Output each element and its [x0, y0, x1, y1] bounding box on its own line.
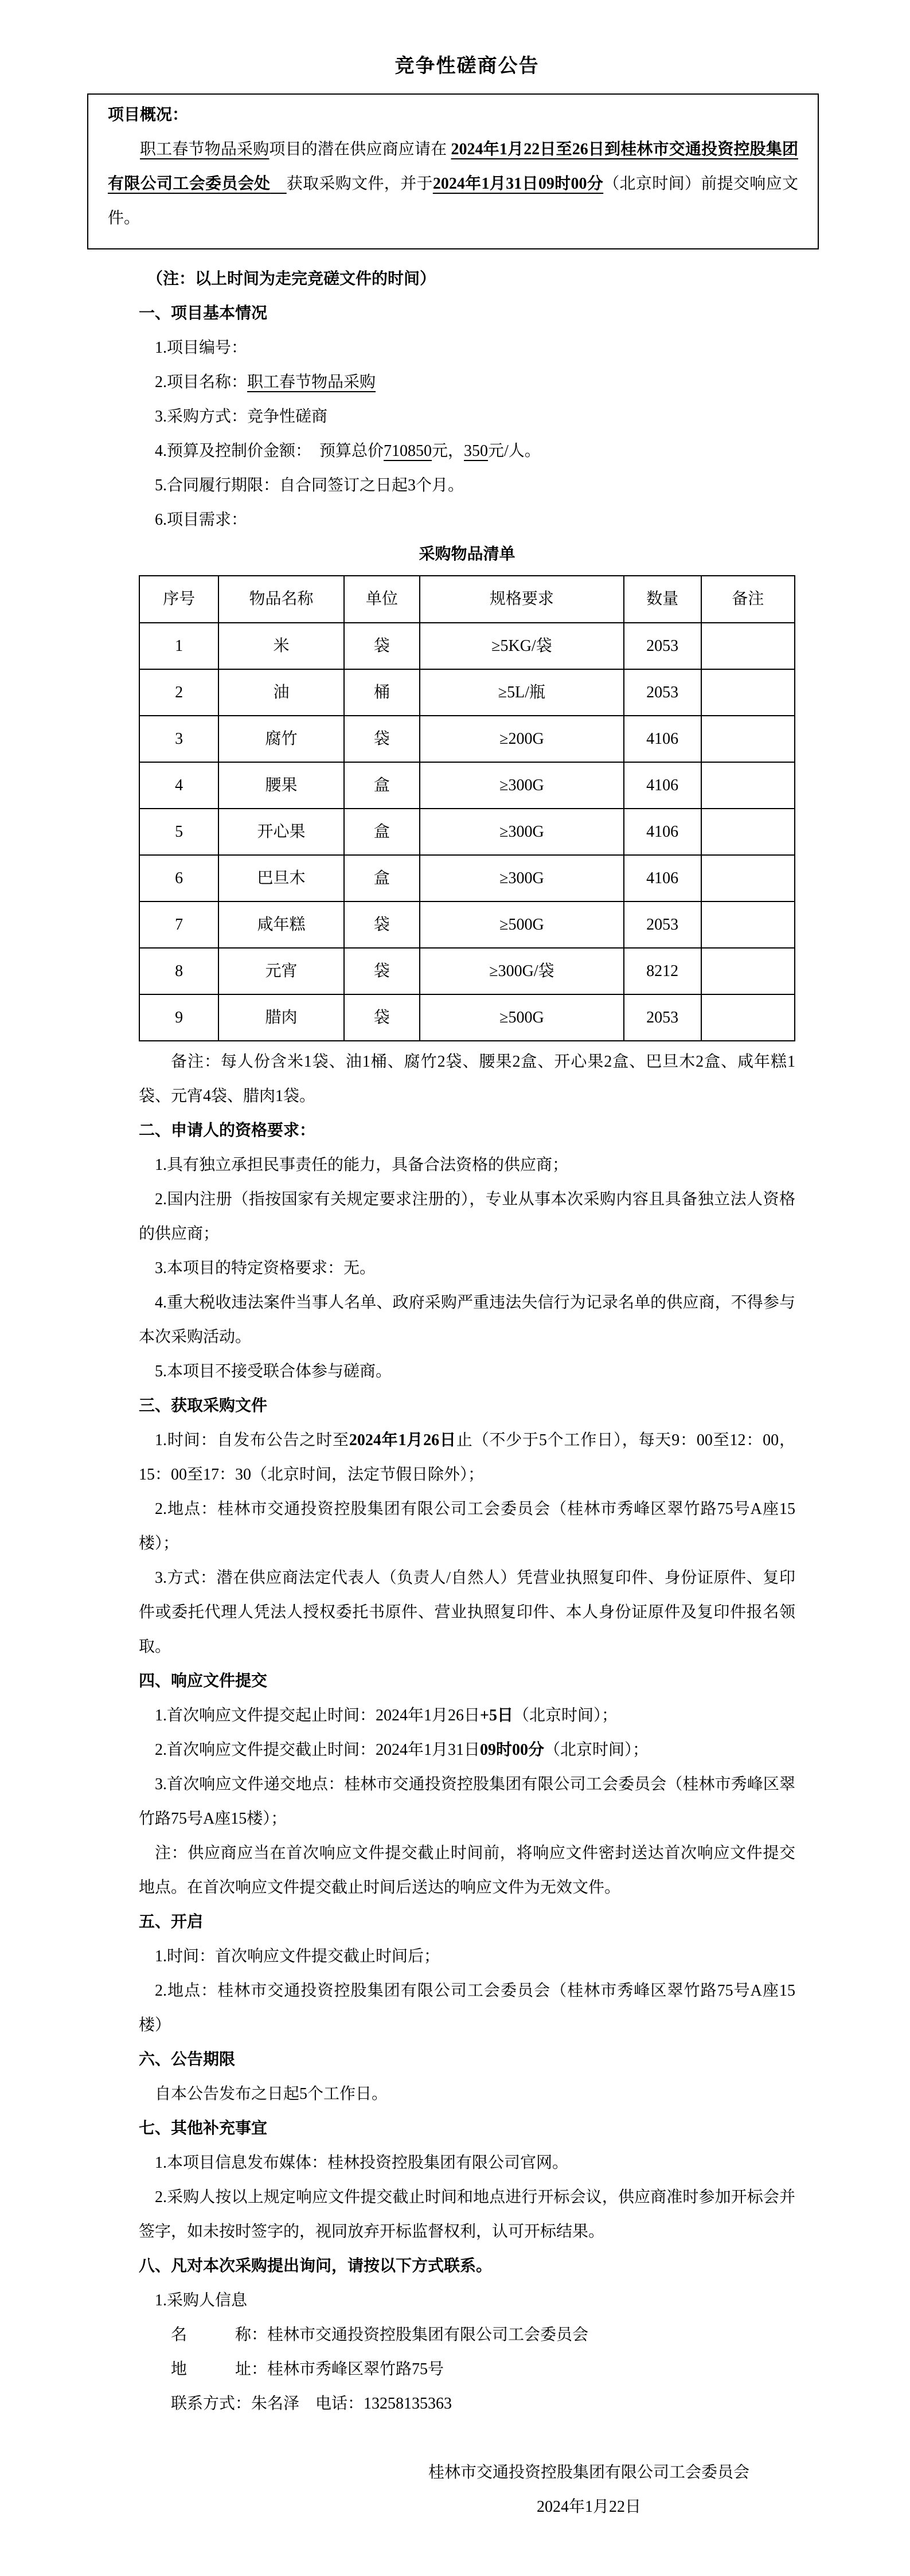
- table-title: 采购物品清单: [419, 545, 515, 563]
- cell-remark: [701, 623, 795, 669]
- cell-remark: [701, 669, 795, 716]
- item-project-number: 1.项目编号：: [155, 339, 248, 357]
- qualification-item: 3.本项目的特定资格要求：无。: [155, 1259, 376, 1277]
- table-row: [139, 901, 795, 948]
- cell-unit: 袋: [344, 623, 420, 669]
- section-7-heading: 七、其他补充事宜: [139, 2120, 268, 2137]
- cell-quantity: 4106: [624, 855, 701, 901]
- cell-seq: 7: [139, 901, 218, 948]
- opening-time: 1.时间：首次响应文件提交截止时间后；: [155, 1947, 440, 1965]
- cell-spec: ≥300G: [420, 809, 623, 855]
- cell-spec: ≥300G: [420, 762, 623, 809]
- cell-quantity: 2053: [624, 623, 701, 669]
- signature-block: [423, 2456, 755, 2524]
- obtain-docs-method: 3.方式：潜在供应商法定代表人（负责人/自然人）凭营业执照复印件、身份证原件、复印件或委托代理人凭法人授权委托书原件、营业执照复印件、本人身份证原件及复印件报名领取。: [139, 1569, 795, 1656]
- cell-item-name: 油: [218, 669, 343, 716]
- response-deadline-time: 09时00分: [480, 1741, 545, 1759]
- response-note: 注：供应商应当在首次响应文件提交截止时间前，将响应文件密封送达首次响应文件提交地点。在首次响应文件提交截止时间后送达的响应文件为无效文件。: [139, 1844, 795, 1896]
- response-start-text-1: 1.首次响应文件提交起止时间：2024年1月26日: [155, 1707, 481, 1724]
- cell-item-name: 腐竹: [218, 716, 343, 762]
- cell-quantity: 4106: [624, 762, 701, 809]
- cell-unit: 袋: [344, 901, 420, 948]
- cell-unit: 盒: [344, 855, 420, 901]
- cell-spec: ≥300G/袋: [420, 948, 623, 994]
- response-start-extra: +5日: [480, 1707, 513, 1724]
- table-row: [139, 855, 795, 901]
- col-header-seq: 序号: [139, 576, 218, 623]
- signature-org: 桂林市交通投资控股集团有限公司工会委员会: [428, 2464, 749, 2481]
- section-6-heading: 六、公告期限: [139, 2051, 236, 2068]
- item-contract-period: 5.合同履行期限：自合同签订之日起3个月。: [155, 477, 464, 494]
- purchaser-address-line: 地 址：桂林市秀峰区翠竹路75号: [171, 2360, 444, 2378]
- cell-seq: 4: [139, 762, 218, 809]
- response-start-text-2: （北京时间）；: [513, 1707, 618, 1724]
- cell-item-name: 咸年糕: [218, 901, 343, 948]
- cell-item-name: 腰果: [218, 762, 343, 809]
- section-3-heading: 三、获取采购文件: [139, 1397, 268, 1415]
- cell-spec: ≥5L/瓶: [420, 669, 623, 716]
- doc-title: 竞争性磋商公告: [395, 56, 540, 77]
- overview-collection-period: 2024年1月22日至26日到桂林市交通投资控股集团有限公司工会委员会处: [108, 140, 798, 193]
- budget-label: 4.预算及控制价金额： 预算总价: [155, 442, 384, 460]
- cell-seq: 3: [139, 716, 218, 762]
- cell-remark: [701, 809, 795, 855]
- signature-date: 2024年1月22日: [536, 2498, 641, 2516]
- cell-unit: 盒: [344, 809, 420, 855]
- procurement-items-table: [139, 575, 795, 1041]
- project-name-label: 2.项目名称：: [155, 373, 248, 391]
- section-8-heading: 八、凡对本次采购提出询问，请按以下方式联系。: [139, 2257, 493, 2275]
- table-remark: 备注：每人份含米1袋、油1桶、腐竹2袋、腰果2盒、开心果2盒、巴旦木2盒、咸年糕1袋、元宵4袋、腊肉1袋。: [139, 1053, 795, 1105]
- col-header-remark: 备注: [701, 576, 795, 623]
- cell-remark: [701, 762, 795, 809]
- section-2-heading: 二、申请人的资格要求：: [139, 1122, 316, 1139]
- table-row: [139, 762, 795, 809]
- overview-paragraph: [108, 132, 798, 236]
- table-row: [139, 669, 795, 716]
- table-row: [139, 623, 795, 669]
- item-budget: [139, 434, 795, 469]
- table-header-row: [139, 576, 795, 623]
- cell-seq: 9: [139, 994, 218, 1041]
- col-header-spec: 规格要求: [420, 576, 623, 623]
- obtain-deadline-date: 2024年1月26日: [349, 1431, 456, 1449]
- cell-quantity: 2053: [624, 901, 701, 948]
- section-1-heading: 一、项目基本情况: [139, 305, 268, 322]
- table-row: [139, 948, 795, 994]
- cell-item-name: 米: [218, 623, 343, 669]
- table-row: [139, 994, 795, 1041]
- cell-seq: 2: [139, 669, 218, 716]
- overview-text-2: 获取采购文件，并于: [286, 175, 433, 193]
- cell-quantity: 2053: [624, 994, 701, 1041]
- purchaser-info-label: 1.采购人信息: [155, 2292, 248, 2309]
- budget-total-value: 710850: [384, 442, 432, 460]
- cell-seq: 8: [139, 948, 218, 994]
- item-project-name: [139, 365, 795, 400]
- section-5-heading: 五、开启: [139, 1913, 204, 1931]
- obtain-time-text-2: 止（不少于5个工作日），每天9：00至12：00，15：00至17：30（北京时间，法定节假日除外）；: [139, 1431, 795, 1484]
- cell-remark: [701, 994, 795, 1041]
- overview-text-3: （北京时间）前提交响应文件。: [108, 175, 798, 227]
- overview-label: 项目概况：: [108, 106, 189, 124]
- overview-box: [87, 93, 819, 249]
- cell-quantity: 4106: [624, 809, 701, 855]
- response-start-time: [139, 1699, 795, 1733]
- cell-seq: 6: [139, 855, 218, 901]
- response-deadline: [139, 1733, 795, 1767]
- obtain-docs-location: 2.地点：桂林市交通投资控股集团有限公司工会委员会（桂林市秀峰区翠竹路75号A座15楼）；: [139, 1500, 795, 1552]
- cell-item-name: 腊肉: [218, 994, 343, 1041]
- item-procurement-method: 3.采购方式：竞争性磋商: [155, 408, 328, 426]
- budget-per-person-value: 350: [464, 442, 489, 460]
- overview-project-name: 职工春节物品采购: [140, 140, 270, 158]
- purchaser-name-line: 名 称：桂林市交通投资控股集团有限公司工会委员会: [171, 2326, 589, 2344]
- cell-unit: 袋: [344, 994, 420, 1041]
- cell-quantity: 4106: [624, 716, 701, 762]
- item-project-demand: 6.项目需求：: [155, 511, 248, 529]
- cell-unit: 桶: [344, 669, 420, 716]
- table-row: [139, 716, 795, 762]
- qualification-item: 1.具有独立承担民事责任的能力，具备合法资格的供应商；: [155, 1156, 569, 1174]
- response-deadline-text-1: 2.首次响应文件提交截止时间：2024年1月31日: [155, 1741, 481, 1759]
- opening-location: 2.地点：桂林市交通投资控股集团有限公司工会委员会（桂林市秀峰区翠竹路75号A座15楼）: [139, 1982, 795, 2034]
- qualification-item: 2.国内注册（指按国家有关规定要求注册的），专业从事本次采购内容且具备独立法人资格的供应商；: [139, 1191, 795, 1243]
- cell-unit: 盒: [344, 762, 420, 809]
- announcement-period: 自本公告发布之日起5个工作日。: [155, 2085, 388, 2103]
- overview-underline-pad: [270, 175, 286, 193]
- supplement-item: 1.本项目信息发布媒体：桂林投资控股集团有限公司官网。: [155, 2154, 569, 2172]
- cell-quantity: 8212: [624, 948, 701, 994]
- cell-remark: [701, 901, 795, 948]
- overview-note: （注：以上时间为走完竞磋文件的时间）: [147, 270, 436, 288]
- overview-submit-deadline: 2024年1月31日09时00分: [432, 175, 604, 193]
- obtain-docs-time: [139, 1423, 795, 1492]
- cell-remark: [701, 948, 795, 994]
- cell-remark: [701, 855, 795, 901]
- qualification-item: 5.本项目不接受联合体参与磋商。: [155, 1363, 392, 1380]
- budget-mid: 元，: [432, 442, 464, 460]
- qualification-item: 4.重大税收违法案件当事人名单、政府采购严重违法失信行为记录名单的供应商，不得参与本次采购活动。: [139, 1294, 795, 1346]
- section-4-heading: 四、响应文件提交: [139, 1672, 268, 1690]
- col-header-unit: 单位: [344, 576, 420, 623]
- overview-text-1: 项目的潜在供应商应请在: [269, 140, 451, 158]
- col-header-quantity: 数量: [624, 576, 701, 623]
- obtain-time-text-1: 1.时间：自发布公告之时至: [155, 1431, 349, 1449]
- cell-spec: ≥5KG/袋: [420, 623, 623, 669]
- cell-item-name: 巴旦木: [218, 855, 343, 901]
- cell-spec: ≥300G: [420, 855, 623, 901]
- cell-unit: 袋: [344, 948, 420, 994]
- cell-spec: ≥500G: [420, 901, 623, 948]
- cell-item-name: 开心果: [218, 809, 343, 855]
- cell-unit: 袋: [344, 716, 420, 762]
- cell-quantity: 2053: [624, 669, 701, 716]
- cell-spec: ≥200G: [420, 716, 623, 762]
- cell-seq: 5: [139, 809, 218, 855]
- cell-item-name: 元宵: [218, 948, 343, 994]
- col-header-item-name: 物品名称: [218, 576, 343, 623]
- purchaser-contact-line: 联系方式：朱名泽 电话：13258135363: [171, 2395, 452, 2413]
- response-location: 3.首次响应文件递交地点：桂林市交通投资控股集团有限公司工会委员会（桂林市秀峰区翠竹路75号A座15楼）；: [139, 1775, 795, 1828]
- cell-seq: 1: [139, 623, 218, 669]
- cell-remark: [701, 716, 795, 762]
- budget-tail: 元/人。: [488, 442, 541, 460]
- supplement-item: 2.采购人按以上规定响应文件提交截止时间和地点进行开标会议，供应商准时参加开标会并签字，如未按时签字的，视同放弃开标监督权利，认可开标结果。: [139, 2188, 795, 2241]
- table-row: [139, 809, 795, 855]
- response-deadline-text-2: （北京时间）；: [544, 1741, 649, 1759]
- cell-spec: ≥500G: [420, 994, 623, 1041]
- project-name-value: 职工春节物品采购: [247, 373, 376, 391]
